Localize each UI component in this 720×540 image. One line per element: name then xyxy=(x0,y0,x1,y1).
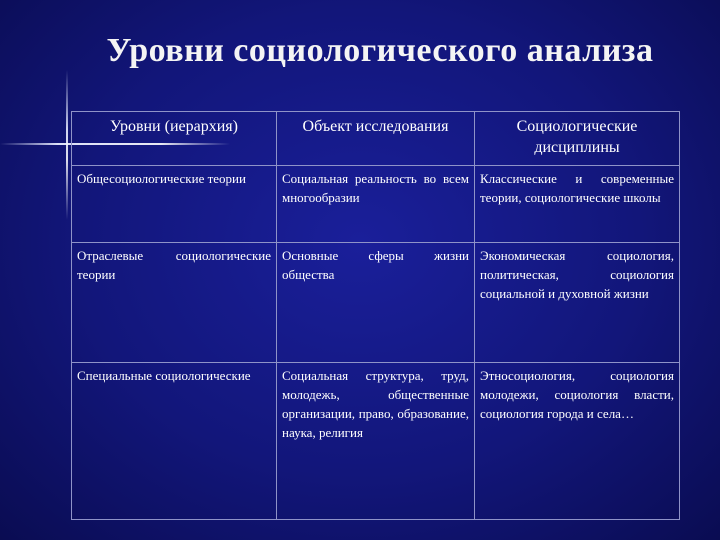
header-object: Объект исследования xyxy=(277,112,475,166)
slide-title: Уровни социологического анализа xyxy=(106,32,654,69)
table-cell-level: Отраслевые социологические теории xyxy=(72,243,277,363)
decorative-vertical-line xyxy=(66,70,68,220)
table-cell-disciplines: Этносоциология, социология молодежи, социология власти, социология города и села… xyxy=(475,363,680,520)
table-cell-object: Социальная реальность во всем многообразии xyxy=(277,166,475,243)
table-cell-disciplines: Экономическая социология, политическая, социология социальной и духовной жизни xyxy=(475,243,680,363)
header-disciplines: Социологические дисциплины xyxy=(475,112,680,166)
table-row xyxy=(72,166,680,243)
table-row xyxy=(72,243,680,363)
sociology-levels-table xyxy=(71,111,680,520)
table-row xyxy=(72,363,680,520)
table-header-row xyxy=(72,112,680,166)
table-cell-disciplines: Классические и современные теории, социологические школы xyxy=(475,166,680,243)
table-cell-level: Общесоциологические теории xyxy=(72,166,277,243)
header-levels: Уровни (иерархия) xyxy=(72,112,277,166)
table-cell-object: Основные сферы жизни общества xyxy=(277,243,475,363)
table-cell-object: Социальная структура, труд, молодежь, общественные организации, право, образование, наука, религия xyxy=(277,363,475,520)
table-cell-level: Специальные социологические xyxy=(72,363,277,520)
